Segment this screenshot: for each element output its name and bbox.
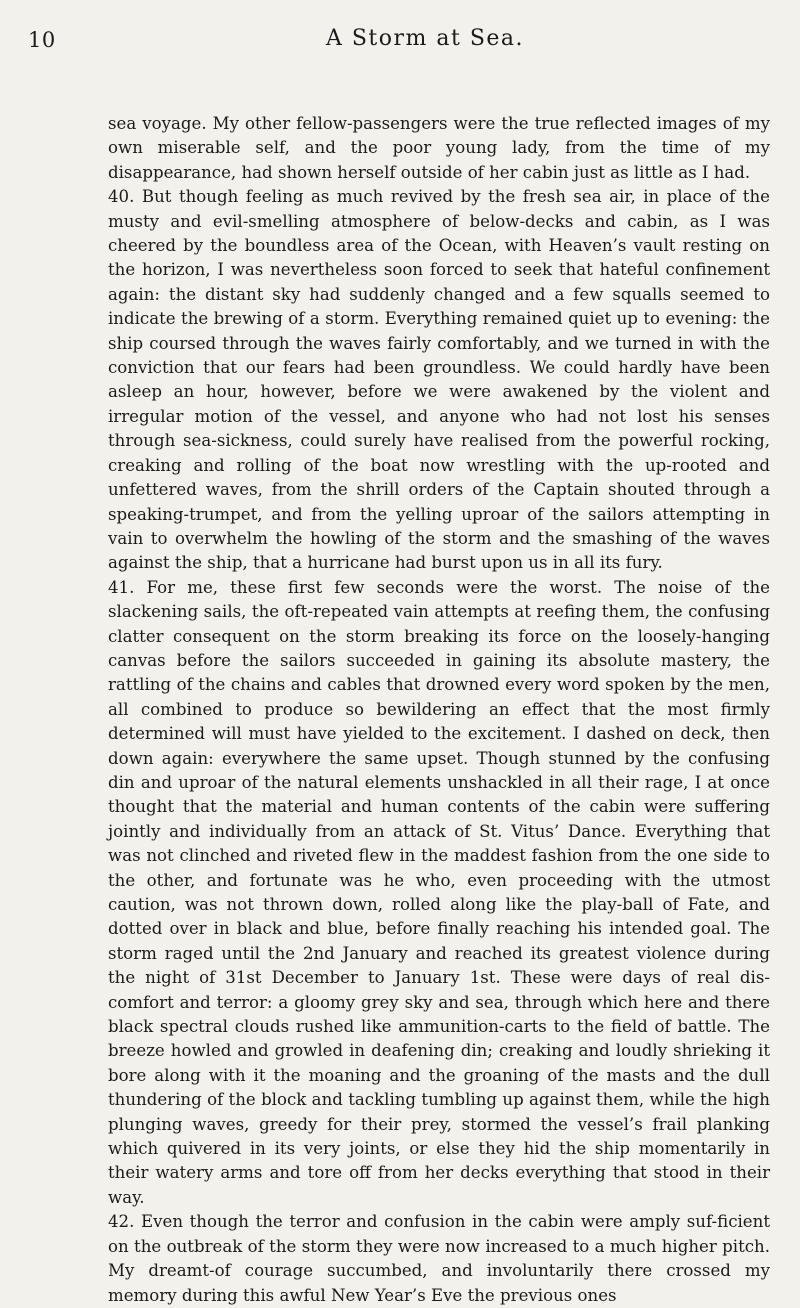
paragraph-42: 42. Even though the terror and confusion in the cabin were amply suf-ficient on the outbreak of the storm they were now increased to a much higher pitch. My dreamt-of courage succumbed, and involuntarily there crossed my memory during this awful New Year’s Eve the previous ones — [108, 1212, 770, 1305]
paragraph-40: 40. But though feeling as much revived by the fresh sea air, in place of the musty and evil-smelling atmosphere of below-decks and cabin, as I was cheered by the boundless area of the Ocean, with Heaven’s vault resting on the horizon, I was nevertheless soon forced to seek that hateful confinement again: the distant sky had suddenly changed and a few squalls seemed to indicate the brewing of a storm. Everything remained quiet up to evening: the ship coursed through the waves fairly comfortably, and we turned in with the conviction that our fears had been groundless. We could hardly have been asleep an hour, however, before we were awakened by the violent and irregular motion of the vessel, and anyone who had not lost his senses through sea-sickness, could surely have realised from the powerful rocking, creaking and rolling of the boat now wrestling with the up-rooted and unfettered waves, from the shrill orders of the Captain shouted through a speaking-trumpet, and from the yelling uproar of the sailors attempting in vain to overwhelm the howling of the storm and the smashing of the waves against the ship, that a hurricane had burst upon us in all its fury. — [108, 187, 770, 573]
running-title: A Storm at Sea. — [325, 26, 525, 51]
paragraph-continuation: sea voyage. My other fellow-passengers were the true reflected images of my own miserable self, and the poor young lady, from the time of my disappearance, had shown herself outside of her cabin just as little as I had. — [108, 114, 770, 182]
page-number: 10 — [28, 28, 56, 52]
body-text — [108, 112, 770, 1308]
page-header — [0, 18, 800, 58]
paragraph-41: 41. For me, these first few seconds were the worst. The noise of the slackening sails, the oft-repeated vain attempts at reefing them, the confusing clatter consequent on the storm breaking its force on the loosely-hanging canvas before the sailors succeeded in gaining its absolute mastery, the rattling of the chains and cables that drowned every word spoken by the men, all combined to produce so bewildering an effect that the most firmly determined will must have yielded to the excitement. I dashed on deck, then down again: everywhere the same upset. Though stunned by the confusing din and uproar of the natural elements unshackled in all their rage, I at once thought that the material and human contents of the cabin were suffering jointly and individually from an attack of St. Vitus’ Dance. Everything that was not clinched and riveted flew in the maddest fashion from the one side to the other, and fortunate was he who, even proceeding with the utmost caution, was not thrown down, rolled along like the play-ball of Fate, and dotted over in black and blue, before finally reaching his intended goal. The storm raged until the 2nd January and reached its greatest violence during the night of 31st December to January 1st. These were days of real dis-comfort and terror: a gloomy grey sky and sea, through which here and there black spectral clouds rushed like ammunition-carts to the field of battle. The breeze howled and growled in deafening din; creaking and loudly shrieking it bore along with it the moaning and the groaning of the masts and the dull thundering of the block and tackling tumbling up against them, while the high plunging waves, greedy for their prey, stormed the vessel’s frail planking which quivered in its very joints, or else they hid the ship momentarily in their watery arms and tore off from her decks everything that stood in their way. — [108, 577, 770, 1207]
